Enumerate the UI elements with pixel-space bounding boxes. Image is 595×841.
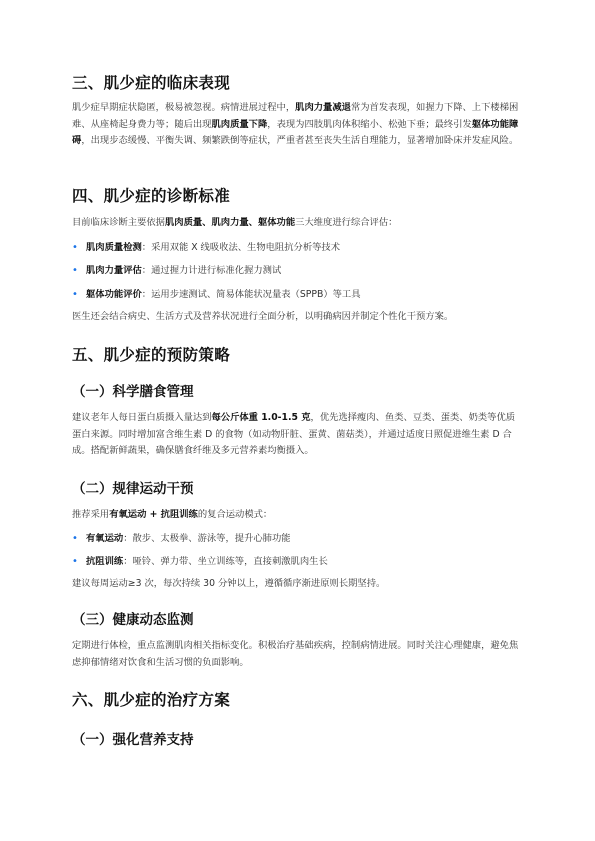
bullet-icon: •	[72, 242, 78, 253]
section-heading-treatment: 六、肌少症的治疗方案	[72, 691, 231, 709]
section-heading-diagnosis: 四、肌少症的诊断标准	[72, 187, 231, 205]
bullet-icon: •	[72, 556, 78, 567]
bullet-icon: •	[72, 533, 78, 544]
bullet-icon: •	[72, 265, 78, 276]
clinical-paragraph: 肌少症早期症状隐匿，极易被忽视。病情进展过程中，肌肉力量减退常为首发表现，如握力下降、上下楼梯困难、从座椅起身费力等；随后出现肌肉质量下降，表现为四肢肌肉体积缩小、松弛下垂；最终引发躯体功能障碍，出现步态缓慢、平衡失调、频繁跌倒等症状，严重者甚至丧失生活自理能力，显著增加卧床并发症风险。	[72, 102, 519, 146]
section-heading-prevention: 五、肌少症的预防策略	[72, 346, 231, 364]
monitoring-paragraph: 定期进行体检，重点监测肌肉相关指标变化。积极治疗基础疾病，控制病情进展。同时关注心理健康，避免焦虑抑郁情绪对饮食和生活习惯的负面影响。	[72, 640, 519, 668]
subheading-diet: （一）科学膳食管理	[72, 384, 194, 400]
exercise-intro: 推荐采用有氧运动 + 抗阻训练的复合运动模式：	[72, 509, 273, 520]
diagnosis-closing: 医生还会结合病史、生活方式及营养状况进行全面分析，以明确病因并制定个性化干预方案。	[72, 311, 454, 322]
section-heading-clinical: 三、肌少症的临床表现	[72, 74, 231, 92]
document-page: 三、肌少症的临床表现 肌少症早期症状隐匿，极易被忽视。病情进展过程中，肌肉力量减退常为首发表现，如握力下降、上下楼梯困难、从座椅起身费力等；随后出现肌肉质量下降，表现为四肢肌肉体积缩小、松弛下垂；最终引发躯体功能障碍，出现步态缓慢、平衡失调、频繁跌倒等症状，严重者甚至丧失生活自理能力，显著增加卧床并发症风险。 四、肌少症的诊断标准 目前临床诊断主要依据肌肉质量、肌肉力量、躯体功能三大维度进行综合评估： • 肌肉质量检测：采用双能 X 线吸收法、生物电阻抗分析等技术 • 肌肉力量评估：通过握力计进行标准化握力测试 • 躯体功能评价：运用步速测试、简易体能状况量表（SPPB）等工具 医生还会结合病史、生活方式及营养状况进行全面分析，以明确病因并制定个性化干预方案。 五、肌少症的预防策略 （一）科学膳食管理 建议老年人每日蛋白质摄入量达到每公斤体重 1.0-1.5 克，优先选择瘦肉、鱼类、豆类、蛋类、奶类等优质蛋白来源。同时增加富含维生素 D 的食物（如动物肝脏、蛋黄、菌菇类），并通过适度日照促进维生素 D 合成。搭配新鲜蔬果，确保膳食纤维及多元营养素均衡摄入。 （二）规律运动干预 推荐采用有氧运动 + 抗阻训练的复合运动模式： • 有氧运动：散步、太极拳、游泳等，提升心肺功能 • 抗阻训练：哑铃、弹力带、坐立训练等，直接刺激肌肉生长 建议每周运动≥3 次，每次持续 30 分钟以上，遵循循序渐进原则长期坚持。 （三）健康动态监测 定期进行体检，重点监测肌肉相关指标变化。积极治疗基础疾病，控制病情进展。同时关注心理健康，避免焦虑抑郁情绪对饮食和生活习惯的负面影响。 六、肌少症的治疗方案 （一）强化营养支持	[0, 0, 595, 841]
exercise-closing: 建议每周运动≥3 次，每次持续 30 分钟以上，遵循循序渐进原则长期坚持。	[72, 578, 386, 589]
subheading-exercise: （二）规律运动干预	[72, 481, 194, 497]
diagnosis-intro: 目前临床诊断主要依据肌肉质量、肌肉力量、躯体功能三大维度进行综合评估：	[72, 217, 398, 228]
subheading-monitoring: （三）健康动态监测	[72, 612, 194, 628]
bullet-icon: •	[72, 289, 78, 300]
subheading-nutrition: （一）强化营养支持	[72, 732, 194, 748]
diet-paragraph: 建议老年人每日蛋白质摄入量达到每公斤体重 1.0-1.5 克，优先选择瘦肉、鱼类、豆类、蛋类、奶类等优质蛋白来源。同时增加富含维生素 D 的食物（如动物肝脏、蛋黄、菌菇类），并通过适度日照促进维生素 D 合成。搭配新鲜蔬果，确保膳食纤维及多元营养素均衡摄入。	[72, 412, 516, 456]
